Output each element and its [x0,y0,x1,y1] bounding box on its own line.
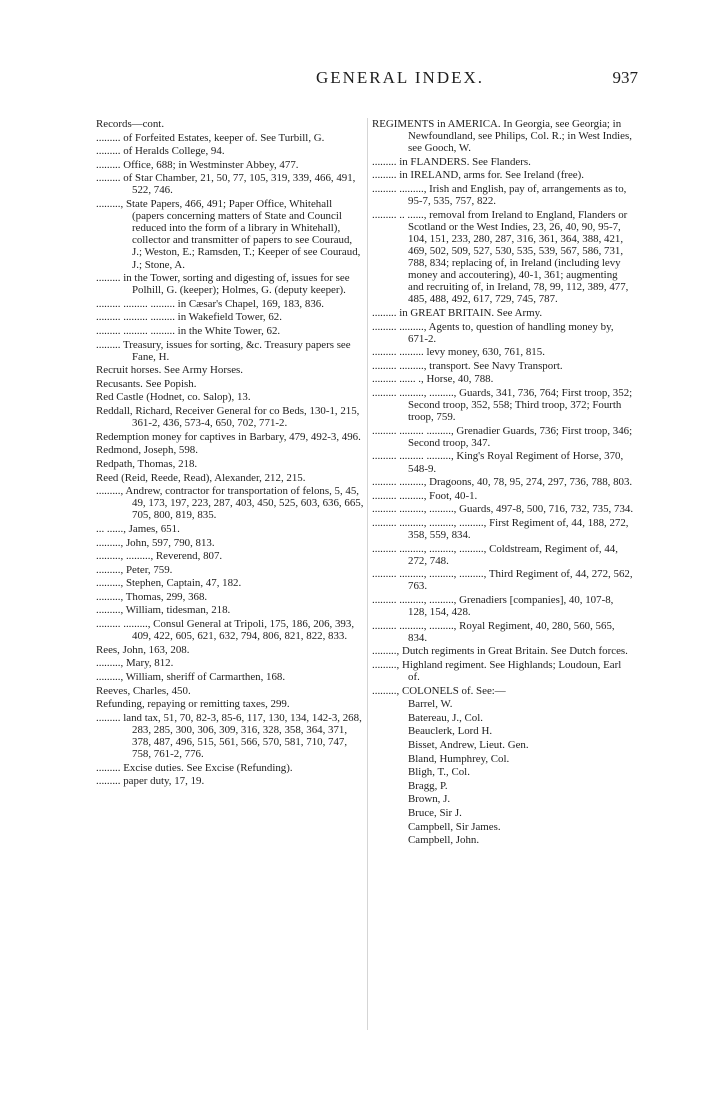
index-entry: ......... in FLANDERS. See Flanders. [372,155,531,168]
colonel-entry: Barrel, W. [408,698,453,711]
index-entry: ......... ........., Dragoons, 40, 78, 95, 274, 297, 736, 788, 803. [372,476,633,489]
page-title: GENERAL INDEX. [315,68,485,87]
index-entry: ......... ......... ......... in Wakefield Tower, 62. [96,311,282,324]
index-entry: ......... ........., ........., ........., Third Regiment of, 44, 272, 562, 763. [372,568,633,593]
index-entry: ........., Stephen, Captain, 47, 182. [96,577,242,590]
colonel-entry: Bisset, Andrew, Lieut. Gen. [408,739,529,751]
index-entry: ......... ......... levy money, 630, 761, 815. [372,346,545,359]
index-entry: Records—cont. [96,118,165,130]
index-entry: ......... ........., ........., Royal Regiment, 40, 280, 560, 565, 834. [372,619,615,644]
index-entry: ......... of Heralds College, 94. [96,145,225,158]
index-entry: ......... Office, 688; in Westminster Abbey, 477. [96,158,299,171]
index-entry: ......... in GREAT BRITAIN. See Army. [372,306,543,319]
index-entry: Redpath, Thomas, 218. [96,457,198,470]
colonel-entry: Batereau, J., Col. [408,711,484,724]
colonel-entry: Bligh, T., Col. [408,766,470,779]
index-entry: ........., Peter, 759. [96,563,173,576]
running-head [0,68,722,92]
index-entry: ......... ......... ........., King's Royal Regiment of Horse, 370, 548-9. [372,450,624,475]
index-entry: ........., ........., Reverend, 807. [96,550,223,563]
index-entry: REGIMENTS in AMERICA. In Georgia, see Georgia; in Newfoundland, see Philips, Col. R.; in West Indies, see Gooch, W. [372,118,632,155]
index-entry: ......... paper duty, 17, 19. [96,775,205,788]
left-column [96,118,364,789]
colonel-entry: Brown, J. [408,793,451,806]
index-entry: ......... ........., ........., ........., First Regiment of, 44, 188, 272, 358, 559, 834. [372,516,629,541]
index-entry: ......... ........., Foot, 40-1. [372,489,478,502]
colonel-entry: Bragg, P. [408,779,448,792]
colonel-entry: Beauclerk, Lord H. [408,725,493,738]
index-entry: ......... of Forfeited Estates, keeper of. See Turbill, G. [96,131,325,144]
index-entry: ........., John, 597, 790, 813. [96,536,215,549]
index-entry: ......... ........., ........., ........., Coldstream, Regiment of, 44, 272, 748. [372,542,618,567]
index-entry: ......... ........., Agents to, question of handling money by, 671-2. [372,320,614,345]
index-entry: ... ......, James, 651. [96,522,180,535]
column-divider [367,118,368,1030]
index-entry: ........., William, sheriff of Carmarthen, 168. [96,670,286,683]
index-entry: Rees, John, 163, 208. [96,643,190,656]
index-entry: Recusants. See Popish. [96,377,197,390]
colonel-entry: Bruce, Sir J. [408,806,462,819]
index-entry: ......... land tax, 51, 70, 82-3, 85-6, 117, 130, 134, 142-3, 268, 283, 285, 300, 306, 309, 316, 328, 358, 364, 371, 378, 487, 496, 515, 561, 566, 570, 581, 710, 747, 758, 761-2, 776. [96,711,362,760]
index-entry: Redmond, Joseph, 598. [96,444,198,457]
index-entry: Reeves, Charles, 450. [96,684,191,697]
index-entry: ......... ........., transport. See Navy Transport. [372,359,563,372]
index-entry: ......... ...... ., Horse, 40, 788. [372,373,494,386]
index-entry: ......... ......... ......... in the White Tower, 62. [96,325,281,337]
index-entry: ......... .. ......, removal from Ireland to England, Flanders or Scotland or the West Indies, 23, 26, 40, 90, 95-7, 104, 151, 233, 280, 287, 316, 361, 364, 388, 421, 469, 502, 509, 527, 530, 535, 539, 567, 586, 731, 788, 834; replacing of, in Ireland (including levy money and accoutering), 40-1, 361; augmenting and recruiting of, in Ireland, 78, 99, 112, 389, 477, 485, 488, 492, 617, 729, 745, 787. [372,208,629,306]
index-entry: ........., State Papers, 466, 491; Paper Office, Whitehall (papers concerning matters of State and Council reduced into the form of a library in Whitehall), collector and transmitter of papers to see Couraud, J.; Weston, E.; Ramsden, T.; Keeper of see Couraud, J.; Stone, A. [96,198,361,271]
index-entry: Red Castle (Hodnet, co. Salop), 13. [96,391,251,404]
index-entry: ......... Treasury, issues for sorting, &c. Treasury papers see Fane, H. [96,338,351,363]
right-column [372,118,634,848]
index-entry: ......... ........., ........., Grenadiers [companies], 40, 107-8, 128, 154, 428. [372,593,614,619]
page-number: 937 [612,68,638,87]
index-entry: ......... Excise duties. See Excise (Refunding). [96,761,293,774]
colonel-entry: Bland, Humphrey, Col. [408,752,510,765]
index-entry: ........., William, tidesman, 218. [96,604,231,617]
index-entry: ........., Mary, 812. [96,657,174,670]
index-entry: ........., Highland regiment. See Highlands; Loudoun, Earl of. [372,658,622,684]
index-entry: ........., Thomas, 299, 368. [96,590,208,603]
index-entry: ......... of Star Chamber, 21, 50, 77, 105, 319, 339, 466, 491, 522, 746. [96,172,356,197]
index-entry: Refunding, repaying or remitting taxes, 299. [96,698,290,711]
index-entry: ......... ........., ........., Guards, 341, 736, 764; First troop, 352; Second troop, 352, 558; Third troop, 372; Fourth troop, 759. [372,386,633,424]
colonel-entry: Campbell, Sir James. [408,820,501,833]
index-entry: Reddall, Richard, Receiver General for co Beds, 130-1, 215, 361-2, 436, 573-4, 650, 702, 771-2. [96,405,360,430]
index-entry: ........., COLONELS of. See:— [372,684,506,697]
index-entry: Reed (Reid, Reede, Read), Alexander, 212, 215. [96,471,306,484]
index-entry: ......... ........., Consul General at Tripoli, 175, 186, 206, 393, 409, 422, 605, 621, 632, 794, 806, 821, 822, 833. [96,618,355,643]
index-entry: ........., Dutch regiments in Great Britain. See Dutch forces. [372,645,628,658]
colonel-entry: Campbell, John. [408,834,480,847]
index-entry: ......... in the Tower, sorting and digesting of, issues for see Polhill, G. (keeper); Holmes, G. (deputy keeper). [96,272,350,297]
index-entry: Redemption money for captives in Barbary, 479, 492-3, 496. [96,430,361,443]
index-entry: ......... in IRELAND, arms for. See Ireland (free). [372,169,584,182]
index-entry: ......... ........., Irish and English, pay of, arrangements as to, 95-7, 535, 757, 822. [372,182,627,208]
index-entry: Recruit horses. See Army Horses. [96,364,243,377]
index-entry: ......... ......... ......... in Cæsar's Chapel, 169, 183, 836. [96,297,324,310]
index-entry: ........., Andrew, contractor for transportation of felons, 5, 45, 49, 173, 197, 223, 287, 403, 450, 525, 603, 636, 665, 705, 800, 819, 835. [96,485,364,522]
index-entry: ......... ......... ........., Grenadier Guards, 736; First troop, 346; Second troop, 347. [372,424,633,449]
index-entry: ......... ........., ........., Guards, 497-8, 500, 716, 732, 735, 734. [372,503,634,516]
